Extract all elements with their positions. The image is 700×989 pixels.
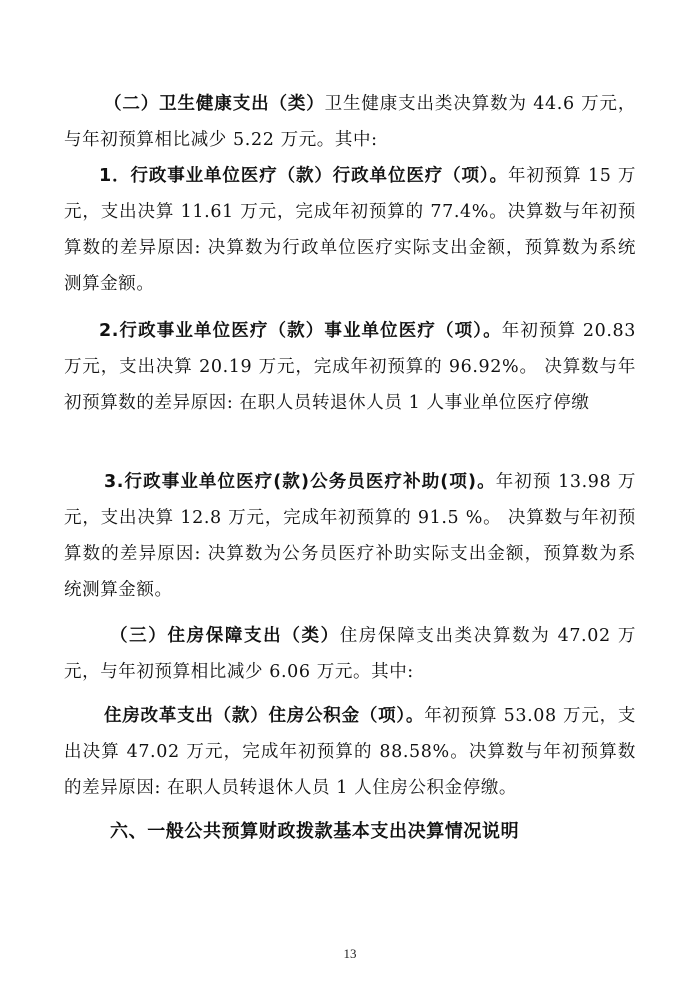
heading-admin-unit-medical: 1．行政事业单位医疗（款）行政单位医疗（项）。	[99, 166, 508, 186]
heading-civil-servant-medical-subsidy: 3.行政事业单位医疗(款)公务员医疗补助(项)。	[104, 472, 496, 492]
paragraph-health-expenditure	[64, 86, 636, 158]
paragraph-public-institution-medical	[64, 313, 636, 421]
text-health-expenditure: 卫生健康支出类决算数为 44.6 万元，与年初预算相比减少 5.22 万元。其中:	[64, 94, 636, 150]
paragraph-housing-security-expenditure	[64, 618, 636, 690]
heading-public-institution-medical: 2.行政事业单位医疗（款）事业单位医疗（项）。	[99, 321, 502, 341]
section-heading-basic-expenditure	[64, 814, 636, 850]
text-civil-servant-medical-subsidy: 年初预 13.98 万元，支出决算 12.8 万元，完成年初预算的 91.5 %。 决算数与年初预算数的差异原因: 决算数为公务员医疗补助实际支出金额，预算数为系统测算金额。	[64, 472, 637, 600]
text-housing-security-expenditure: 住房保障支出类决算数为 47.02 万元，与年初预算相比减少 6.06 万元。其中:	[64, 626, 636, 682]
text-admin-unit-medical: 年初预算 15 万元，支出决算 11.61 万元，完成年初预算的 77.4%。决算数与年初预算数的差异原因: 决算数为行政单位医疗实际支出金额，预算数为系统测算金额。	[64, 166, 636, 294]
heading-basic-expenditure: 六、一般公共预算财政拨款基本支出决算情况说明	[110, 821, 520, 842]
heading-housing-security-expenditure: （三）住房保障支出（类）	[110, 626, 340, 646]
heading-health-expenditure: （二）卫生健康支出（类）	[104, 94, 325, 114]
paragraph-housing-provident-fund	[64, 698, 636, 806]
text-housing-provident-fund: 年初预算 53.08 万元，支出决算 47.02 万元，完成年初预算的 88.58%。决算数与年初预算数的差异原因: 在职人员转退休人员 1 人住房公积金停缴。	[64, 706, 636, 798]
paragraph-civil-servant-medical-subsidy	[64, 464, 636, 608]
heading-housing-provident-fund: 住房改革支出（款）住房公积金（项）。	[104, 706, 425, 726]
page-number: 13	[343, 946, 357, 961]
paragraph-admin-unit-medical	[64, 158, 636, 302]
text-public-institution-medical: 年初预算 20.83 万元，支出决算 20.19 万元，完成年初预算的 96.92%。 决算数与年初预算数的差异原因: 在职人员转退休人员 1 人事业单位医疗停缴	[64, 321, 636, 413]
